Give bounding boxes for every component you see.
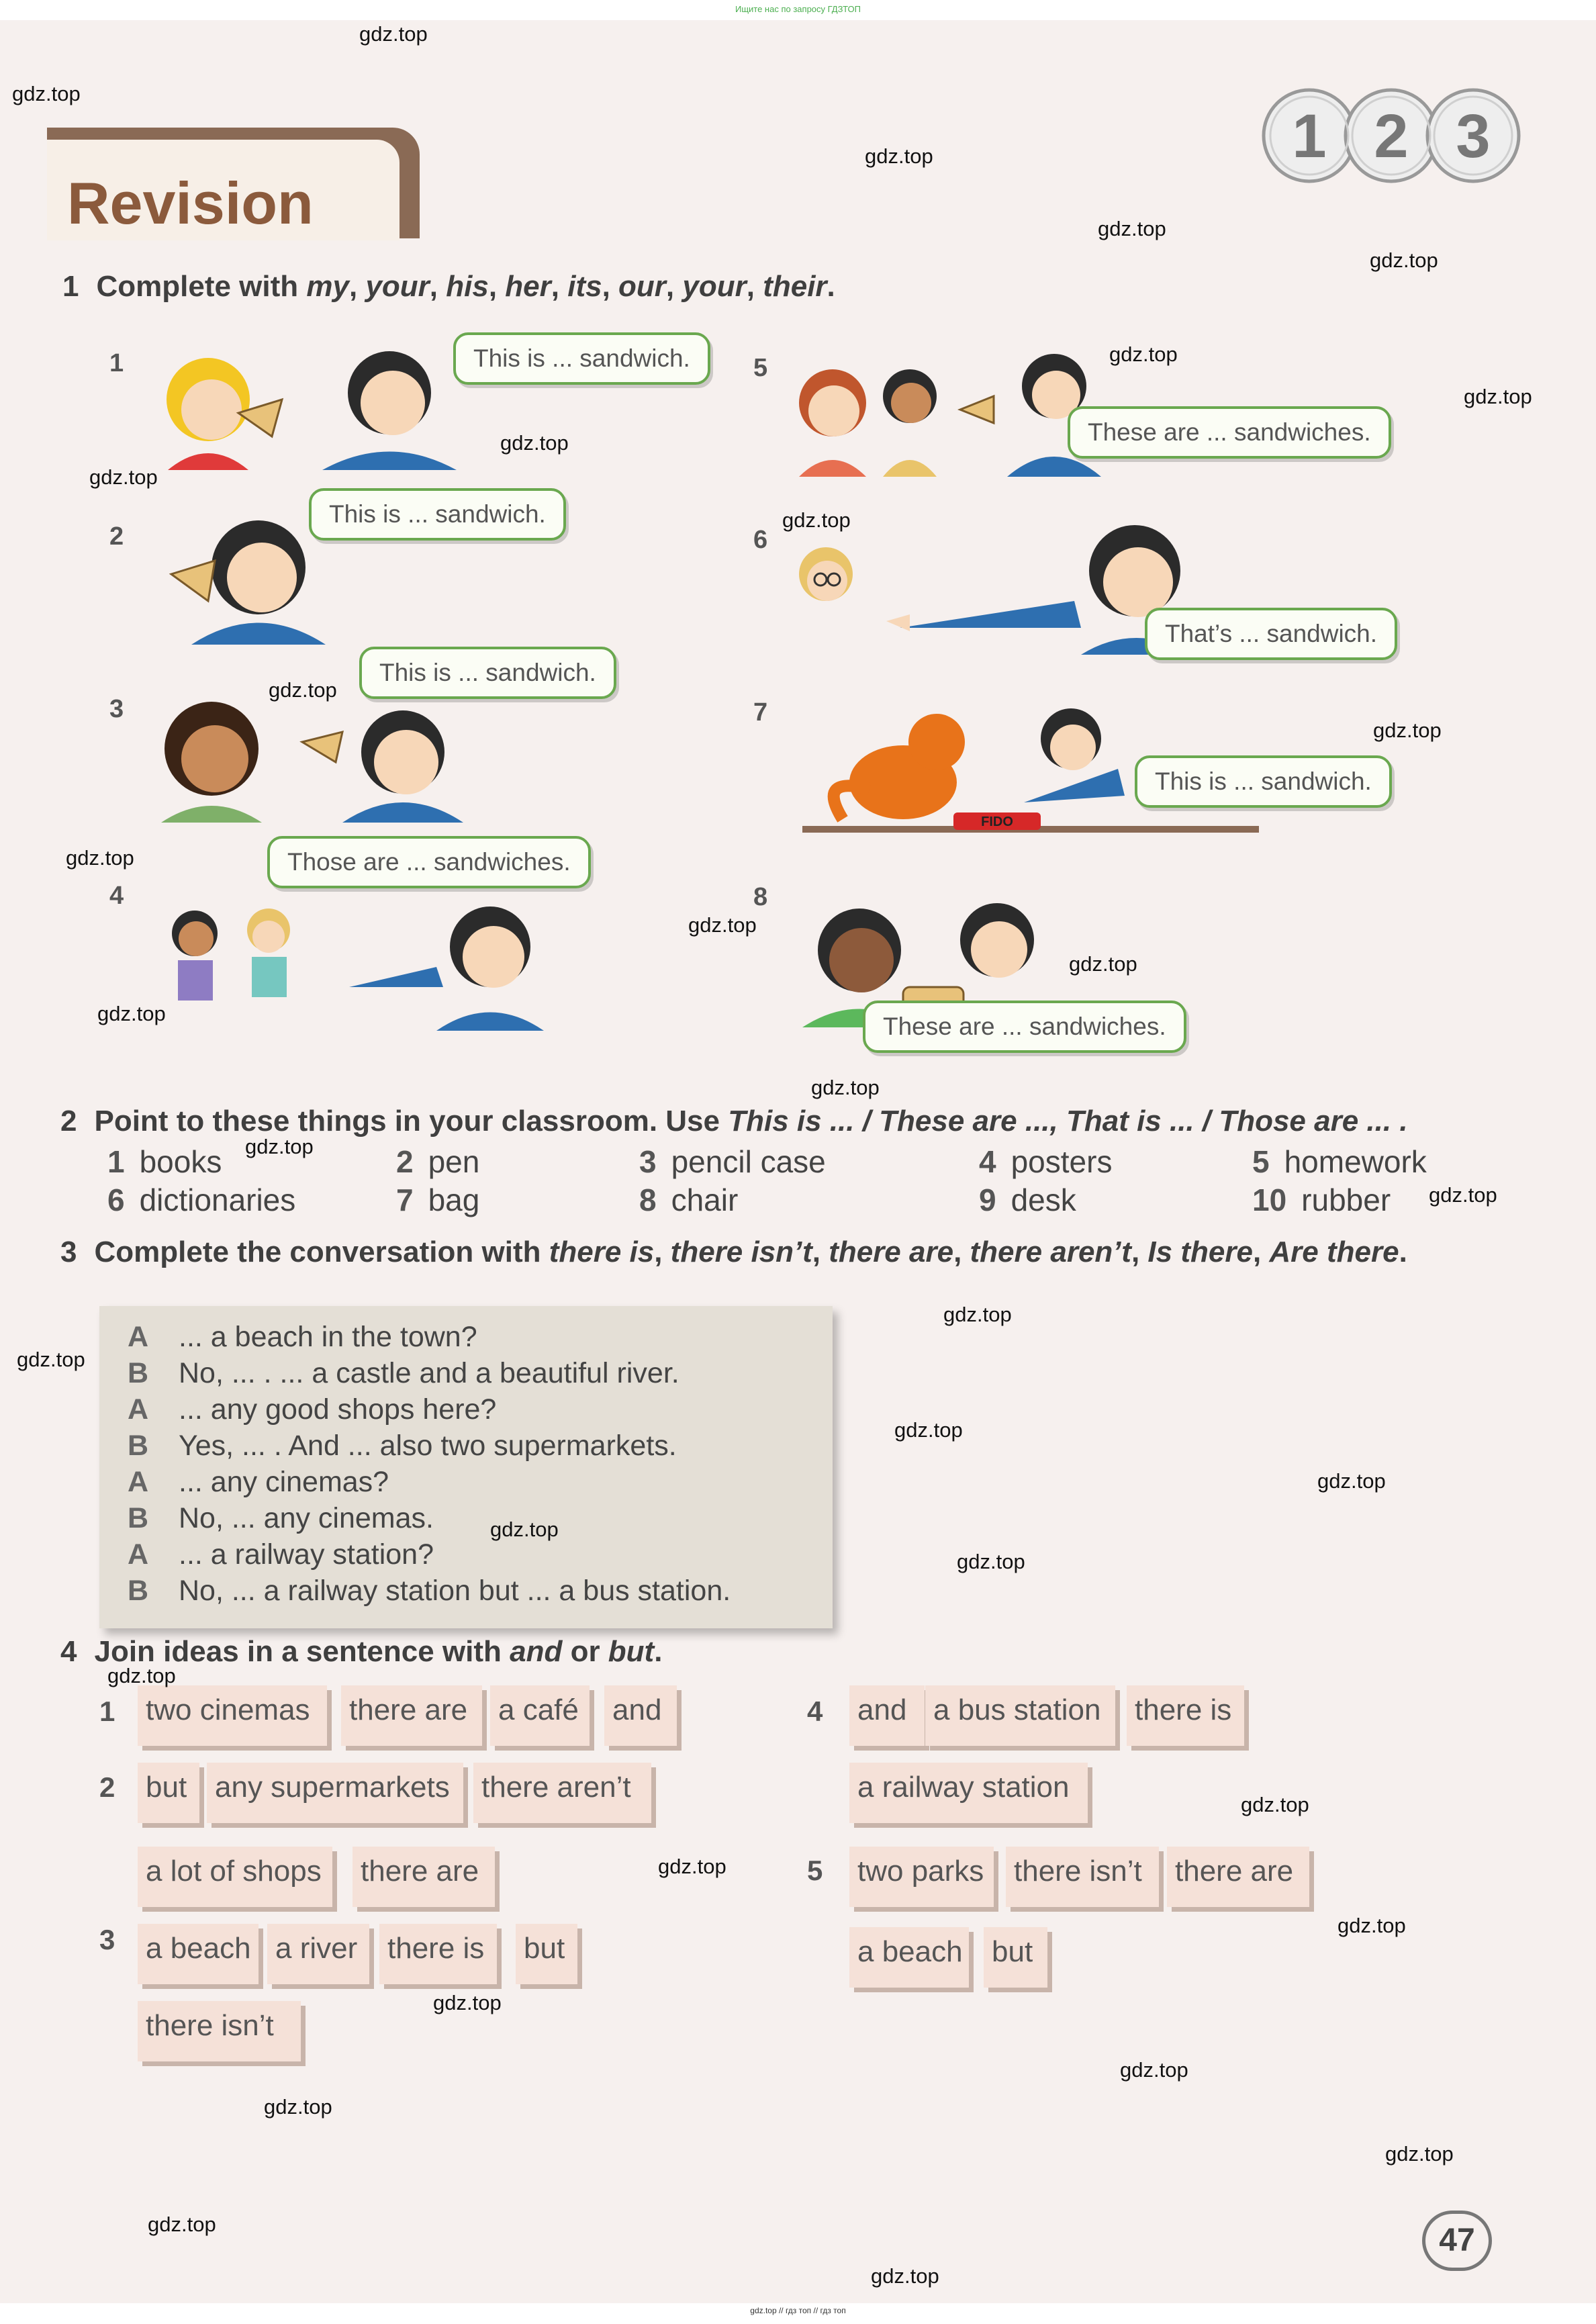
watermark-text: gdz.top xyxy=(1069,952,1137,976)
top-search-note: Ищите нас по запросу ГДЗТОП xyxy=(735,4,861,14)
vocab-item: 4 posters xyxy=(979,1144,1113,1179)
word-tile[interactable]: a railway station xyxy=(849,1763,1088,1823)
watermark-text: gdz.top xyxy=(1098,217,1166,240)
exercise-number: 4 xyxy=(60,1635,77,1668)
word-tile[interactable]: there are xyxy=(353,1847,495,1907)
watermark-text: gdz.top xyxy=(89,465,158,489)
exercise-2-heading: 2 Point to these things in your classroom. Use This is ... / These are ..., That is ... / Those are ... . xyxy=(60,1105,1408,1137)
word-tile[interactable]: two cinemas xyxy=(138,1685,327,1746)
speech-bubble-2: This is ... sandwich. xyxy=(309,488,566,541)
word-tile[interactable]: there are xyxy=(341,1685,482,1746)
watermark-text: gdz.top xyxy=(811,1076,880,1099)
speech-bubble-3: This is ... sandwich. xyxy=(359,647,616,699)
dog-bowl-label: FIDO xyxy=(981,815,1013,829)
speech-bubble-4: Those are ... sandwiches. xyxy=(267,836,591,888)
word-tile[interactable]: there aren’t xyxy=(473,1763,651,1823)
watermark-text: gdz.top xyxy=(865,144,933,168)
speech-bubble-1: This is ... sandwich. xyxy=(453,332,710,385)
watermark-text: gdz.top xyxy=(433,1991,502,2014)
watermark-text: gdz.top xyxy=(957,1550,1025,1573)
picture-number-5: 5 xyxy=(753,354,768,382)
watermark-text: gdz.top xyxy=(1429,1183,1497,1207)
word-tile[interactable]: a beach xyxy=(849,1927,969,1988)
watermark-text: gdz.top xyxy=(107,1664,176,1687)
watermark-text: gdz.top xyxy=(782,508,851,532)
vocab-item: 2 pen xyxy=(396,1144,480,1179)
set-number-2: 2 xyxy=(99,1771,115,1803)
watermark-text: gdz.top xyxy=(1370,248,1438,272)
watermark-text: gdz.top xyxy=(1373,718,1442,742)
exercise-number: 2 xyxy=(60,1105,77,1137)
conversation-box xyxy=(99,1306,833,1628)
picture-number-8: 8 xyxy=(753,883,768,911)
word-tile[interactable]: a beach xyxy=(138,1924,259,1984)
word-tile[interactable]: a lot of shops xyxy=(138,1847,332,1907)
watermark-text: gdz.top xyxy=(1317,1469,1386,1493)
watermark-text: gdz.top xyxy=(245,1135,314,1158)
word-tile[interactable]: there isn’t xyxy=(138,2001,301,2061)
word-tile[interactable]: but xyxy=(984,1927,1047,1988)
watermark-text: gdz.top xyxy=(1120,2058,1188,2082)
conversation-line: A ... any good shops here? xyxy=(128,1393,497,1426)
exercise-1-heading: 1 Complete with my, your, his, her, its, our, your, their. xyxy=(62,270,835,303)
conversation-line: B Yes, ... . And ... also two supermarkets. xyxy=(128,1430,677,1462)
watermark-text: gdz.top xyxy=(97,1002,166,1025)
set-number-1: 1 xyxy=(99,1695,115,1727)
speech-bubble-5: These are ... sandwiches. xyxy=(1068,406,1391,459)
watermark-text: gdz.top xyxy=(1385,2142,1454,2166)
picture-number-6: 6 xyxy=(753,526,768,554)
picture-number-2: 2 xyxy=(109,522,124,551)
textbook-page xyxy=(0,20,1596,2303)
conversation-line: B No, ... any cinemas. xyxy=(128,1502,434,1534)
word-tile[interactable]: there isn’t xyxy=(1006,1847,1159,1907)
logo-digit-3: 3 xyxy=(1456,102,1491,171)
speech-bubble-6: That’s ... sandwich. xyxy=(1145,608,1397,660)
vocab-item: 8 chair xyxy=(639,1182,739,1217)
conversation-line: A ... a railway station? xyxy=(128,1538,434,1571)
set-number-5: 5 xyxy=(807,1855,823,1886)
watermark-text: gdz.top xyxy=(269,678,337,702)
scene-1-illustration xyxy=(148,336,497,470)
watermark-text: gdz.top xyxy=(1241,1793,1309,1816)
word-tile[interactable]: there is xyxy=(1127,1685,1244,1746)
word-tile[interactable]: two parks xyxy=(849,1847,994,1907)
speech-bubble-8: These are ... sandwiches. xyxy=(863,1001,1186,1053)
page-number: 47 xyxy=(1422,2211,1492,2271)
word-tile[interactable]: but xyxy=(516,1924,577,1984)
word-tile[interactable]: any supermarkets xyxy=(207,1763,463,1823)
scene-6-illustration xyxy=(792,520,1195,655)
logo-digit-1: 1 xyxy=(1292,102,1327,171)
watermark-text: gdz.top xyxy=(359,22,428,46)
picture-number-3: 3 xyxy=(109,695,124,723)
word-tile[interactable]: and xyxy=(604,1685,677,1746)
watermark-text: gdz.top xyxy=(490,1518,559,1541)
picture-number-4: 4 xyxy=(109,882,124,910)
conversation-line: A ... any cinemas? xyxy=(128,1466,389,1498)
page-title: Revision xyxy=(67,170,314,236)
watermark-text: gdz.top xyxy=(148,2213,216,2236)
watermark-text: gdz.top xyxy=(12,82,81,105)
set-number-3: 3 xyxy=(99,1924,115,1955)
conversation-line: B No, ... . ... a castle and a beautiful river. xyxy=(128,1357,679,1389)
exercise-4-heading: 4 Join ideas in a sentence with and or but. xyxy=(60,1635,663,1668)
word-tile[interactable]: a river xyxy=(267,1924,369,1984)
word-tile[interactable]: a café xyxy=(490,1685,590,1746)
word-tile[interactable]: there are xyxy=(1167,1847,1309,1907)
vocab-item: 5 homework xyxy=(1252,1144,1427,1179)
logo-digit-2: 2 xyxy=(1374,102,1409,171)
word-tile[interactable]: there is xyxy=(379,1924,497,1984)
watermark-text: gdz.top xyxy=(500,431,569,455)
exercise-3-heading: 3 Complete the conversation with there is, there isn’t, there are, there aren’t, Is there, Are there. xyxy=(60,1236,1407,1268)
watermark-text: gdz.top xyxy=(658,1855,726,1878)
exercise-number: 3 xyxy=(60,1236,77,1268)
speech-bubble-7: This is ... sandwich. xyxy=(1135,755,1392,808)
watermark-text: gdz.top xyxy=(17,1348,85,1371)
set-number-4: 4 xyxy=(807,1695,823,1727)
watermark-text: gdz.top xyxy=(943,1303,1012,1326)
watermark-text: gdz.top xyxy=(871,2264,939,2288)
word-tile[interactable]: but xyxy=(138,1763,199,1823)
conversation-line: A ... a beach in the town? xyxy=(128,1321,477,1353)
word-tile[interactable]: and xyxy=(849,1685,925,1746)
scene-4-illustration xyxy=(154,893,544,1031)
watermark-text: gdz.top xyxy=(1464,385,1532,408)
watermark-text: gdz.top xyxy=(66,846,134,870)
vocab-item: 6 dictionaries xyxy=(107,1182,296,1217)
level-logo xyxy=(1259,82,1524,189)
vocab-item: 7 bag xyxy=(396,1182,480,1217)
watermark-text: gdz.top xyxy=(688,913,757,937)
scene-3-illustration xyxy=(148,682,463,823)
exercise-number: 1 xyxy=(62,270,79,303)
vocab-item: 1 books xyxy=(107,1144,222,1179)
watermark-text: gdz.top xyxy=(1109,342,1178,366)
watermark-text: gdz.top xyxy=(264,2095,332,2119)
vocab-item: 3 pencil case xyxy=(639,1144,826,1179)
watermark-text: gdz.top xyxy=(1337,1914,1406,1937)
footer-note: gdz.top // гдз топ // гдз топ xyxy=(750,2306,846,2315)
picture-number-7: 7 xyxy=(753,698,768,727)
conversation-line: B No, ... a railway station but ... a bus station. xyxy=(128,1575,731,1607)
watermark-text: gdz.top xyxy=(894,1418,963,1442)
vocab-item: 9 desk xyxy=(979,1182,1076,1217)
picture-number-1: 1 xyxy=(109,349,124,377)
word-tile[interactable]: a bus station xyxy=(925,1685,1115,1746)
vocab-item: 10 rubber xyxy=(1252,1182,1391,1217)
